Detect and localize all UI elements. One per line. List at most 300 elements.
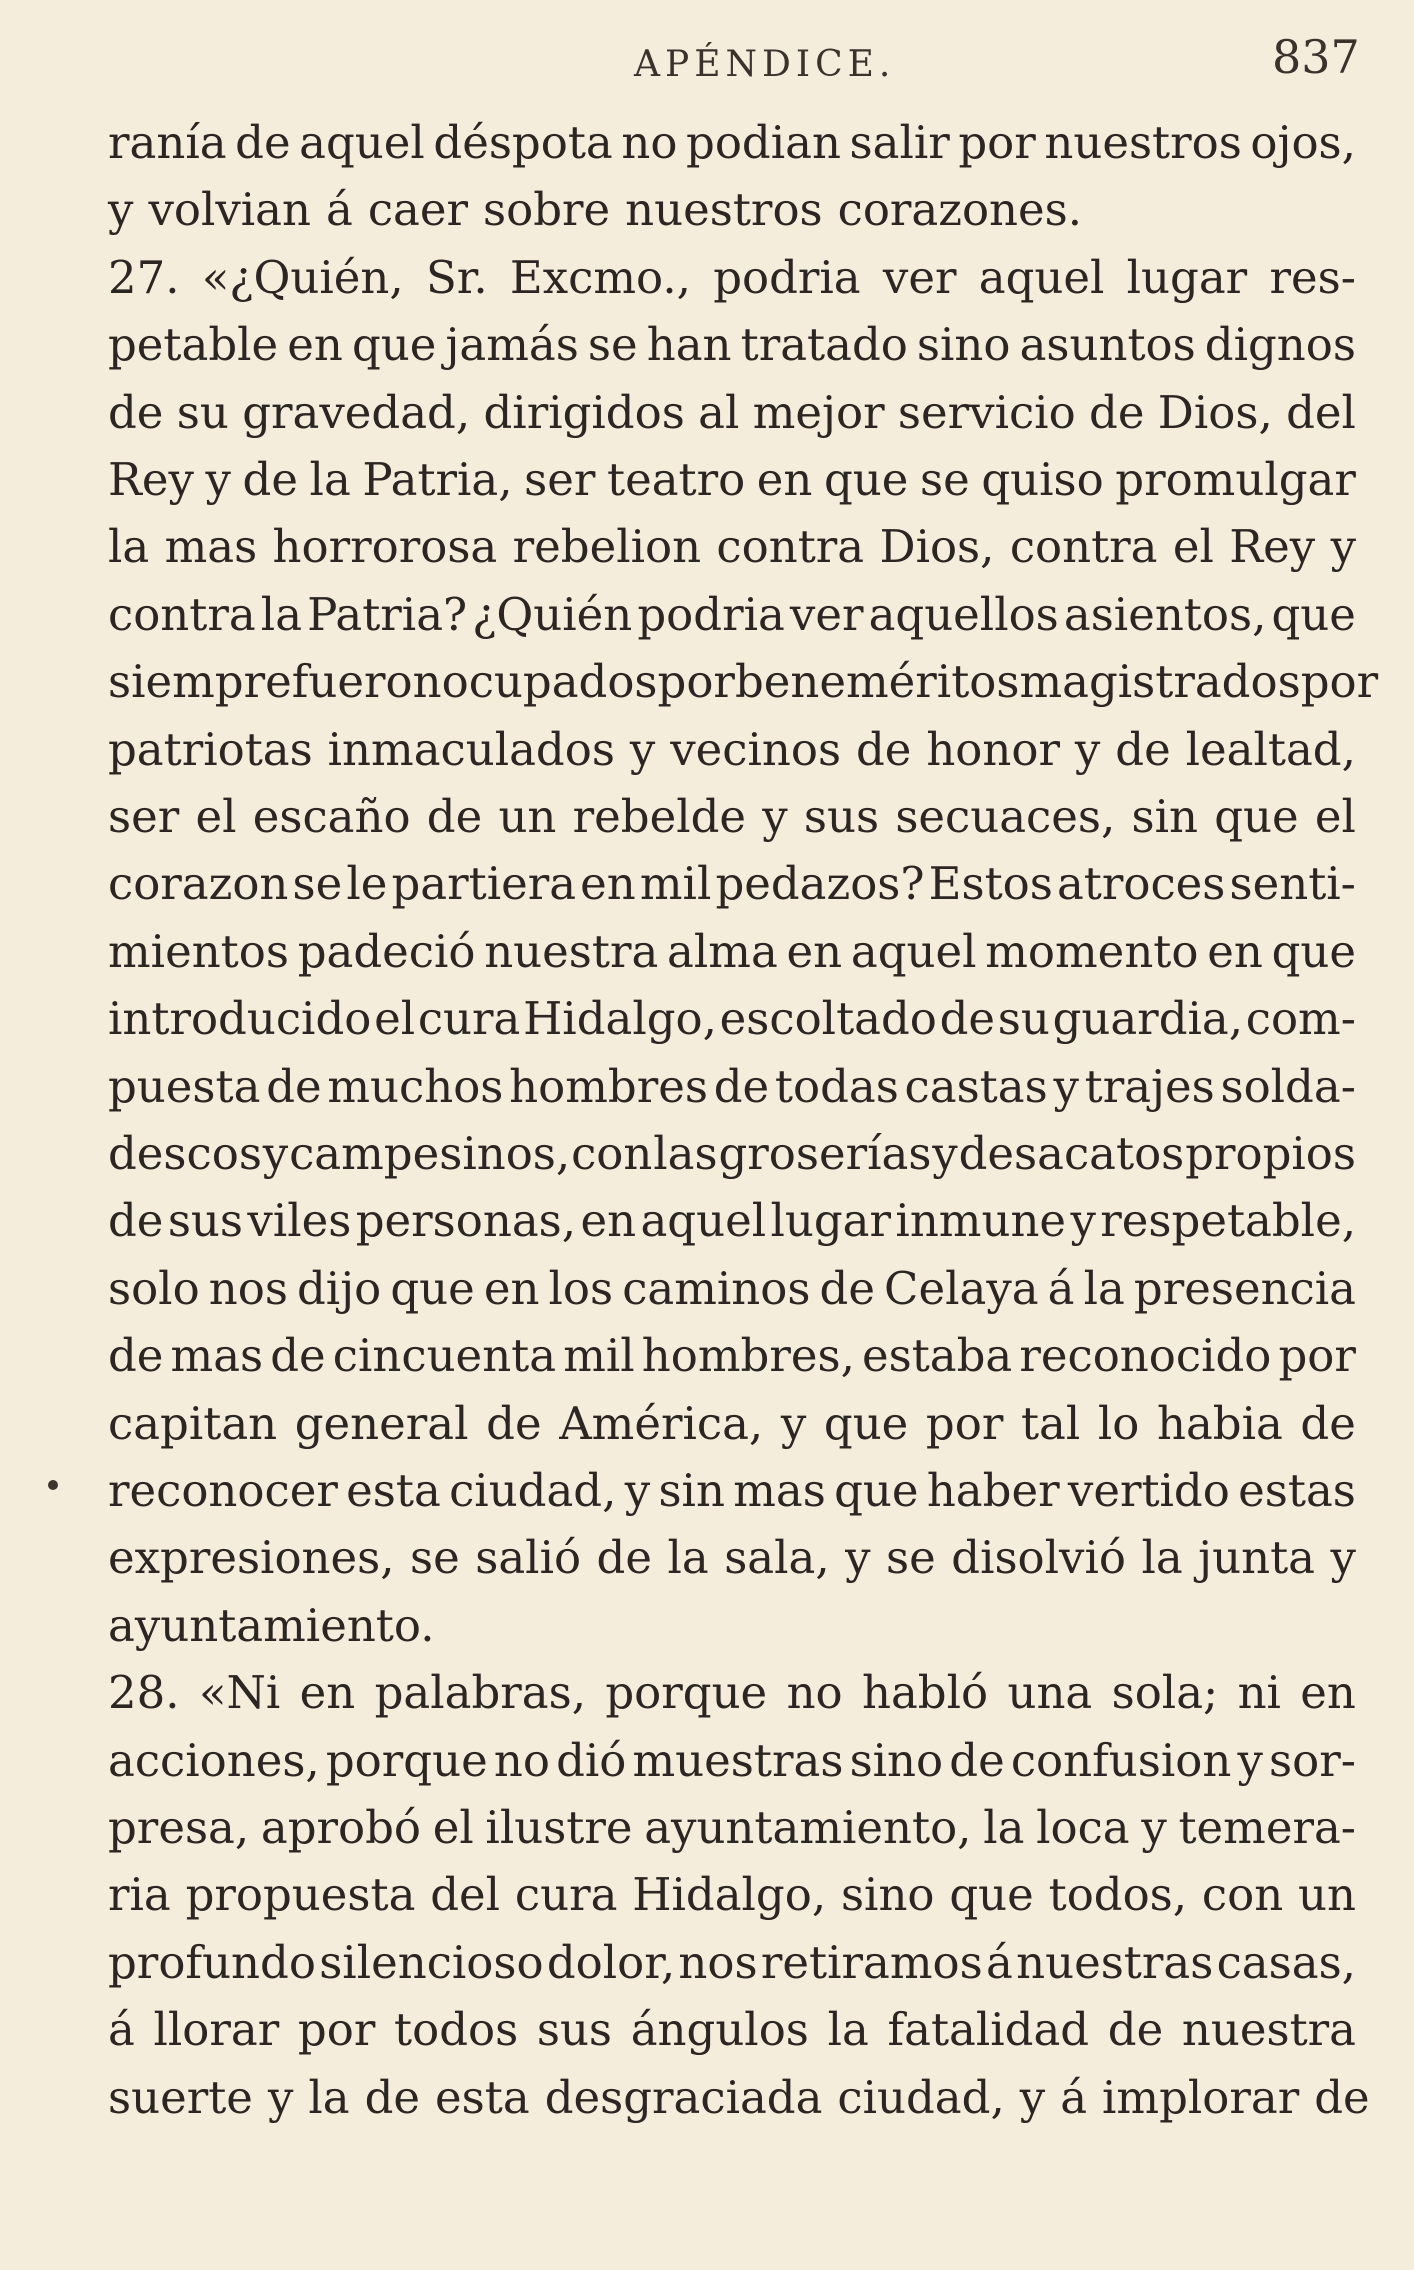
word: sola;: [1111, 1666, 1219, 1719]
word: en: [756, 453, 813, 506]
word: ni: [1237, 1666, 1281, 1719]
word: ilustre: [485, 1801, 633, 1854]
word: ayuntamiento,: [644, 1801, 972, 1854]
word: sino: [840, 1868, 935, 1921]
word: nos: [678, 1936, 758, 1989]
word: no: [621, 116, 678, 169]
text-line: [108, 1055, 1356, 1119]
word: que: [1271, 925, 1356, 978]
word: introducido: [108, 992, 372, 1045]
word: quiso: [981, 453, 1104, 506]
word: de: [713, 1060, 770, 1113]
text-line: [108, 852, 1356, 916]
word: de: [1300, 1397, 1356, 1450]
word: ser: [108, 790, 180, 843]
word: de: [1107, 2003, 1164, 2056]
word: desgraciada: [544, 2071, 823, 2124]
word: sus: [536, 2003, 613, 2056]
word: y: [1237, 1734, 1263, 1787]
text-line: [108, 1796, 1356, 1860]
word: confusion: [1010, 1734, 1232, 1787]
word: magistrados: [1019, 655, 1301, 708]
word: mil: [639, 857, 712, 910]
text-line: [108, 785, 1356, 849]
text-line: [108, 1189, 1356, 1253]
word: nuestros: [1044, 116, 1242, 169]
word: propuesta: [185, 1868, 416, 1921]
word: y: [1053, 1060, 1079, 1113]
word: desacatos: [958, 1127, 1185, 1180]
word: mil: [563, 1329, 635, 1382]
word: tratado: [740, 318, 908, 371]
text-line: [108, 1324, 1356, 1388]
word: descos: [108, 1127, 262, 1180]
word: «¿Quién,: [201, 251, 404, 304]
word: ver: [882, 251, 957, 304]
word: se: [587, 318, 638, 371]
word: de: [108, 1194, 164, 1247]
word: sus: [167, 1194, 243, 1247]
word: vertido: [1067, 1464, 1230, 1517]
word: partiera: [391, 857, 577, 910]
page-number: 837: [1272, 30, 1360, 84]
word: «Ni: [198, 1666, 281, 1719]
word: 28.: [108, 1666, 180, 1719]
word: y: [1141, 1801, 1167, 1854]
word: aquel: [640, 1194, 767, 1247]
word: aquel: [299, 116, 425, 169]
word: patriotas: [108, 723, 313, 776]
word: en: [287, 318, 343, 371]
word: porque: [605, 1666, 768, 1719]
word: en: [1300, 1666, 1356, 1719]
word: hombres,: [641, 1329, 855, 1382]
text-line: [108, 1257, 1356, 1321]
word: inmaculados: [327, 723, 615, 776]
word: petable: [108, 318, 279, 371]
word: fatalidad: [887, 2003, 1090, 2056]
word: solda-: [1220, 1060, 1356, 1113]
word: habia: [1156, 1397, 1283, 1450]
word: y: [1070, 1194, 1096, 1247]
running-header: APÉNDICE.: [634, 44, 896, 85]
word: el: [374, 992, 416, 1045]
text-line: [108, 246, 1356, 310]
word: contra: [1009, 520, 1158, 573]
word: en: [580, 857, 636, 910]
word: y: [1074, 723, 1101, 776]
word: ver: [789, 588, 864, 641]
word: se: [410, 1531, 460, 1584]
word: muchos: [327, 1060, 504, 1113]
word: su: [176, 386, 229, 439]
word: profundo: [108, 1936, 316, 1989]
word: corazon: [108, 857, 289, 910]
word: ángulos: [630, 2003, 809, 2056]
word: aquellos: [868, 588, 1059, 641]
word: con: [571, 1127, 653, 1180]
word: de: [1314, 2071, 1370, 2124]
word: una: [1007, 1666, 1093, 1719]
word: y: [762, 790, 788, 843]
word: Rey: [108, 453, 194, 506]
word: expresiones,: [108, 1531, 395, 1584]
word: mas: [170, 1329, 264, 1382]
word: alma: [667, 925, 778, 978]
word: jamás: [445, 318, 579, 371]
text-line: [108, 1931, 1356, 1995]
word: acciones,: [108, 1734, 320, 1787]
word: salir: [849, 116, 950, 169]
word: nos: [208, 1262, 288, 1315]
word: la: [108, 520, 150, 573]
word: mientos: [108, 925, 289, 978]
word: por: [958, 116, 1036, 169]
word: silencioso: [319, 1936, 544, 1989]
word: por: [297, 2003, 376, 2056]
word: del: [1286, 386, 1356, 439]
word: reconocer: [108, 1464, 338, 1517]
word: con: [1201, 1868, 1284, 1921]
word: el: [195, 790, 237, 843]
word: cincuenta: [332, 1329, 557, 1382]
word: asientos,: [1063, 588, 1267, 641]
word: por: [657, 655, 735, 708]
word: contra: [108, 588, 256, 641]
word: de: [426, 790, 483, 843]
word: castas: [904, 1060, 1048, 1113]
word: no: [493, 1734, 550, 1787]
word: ria: [108, 1868, 171, 1921]
word: caminos: [622, 1262, 811, 1315]
word: implorar: [1102, 2071, 1300, 2124]
word: beneméritos: [734, 655, 1020, 708]
word: trajes: [1084, 1060, 1215, 1113]
word: la: [260, 588, 303, 641]
word: haber: [926, 1464, 1060, 1517]
word: los: [548, 1262, 614, 1315]
word: Patria?: [307, 588, 468, 641]
word: y: [267, 2071, 294, 2124]
word: que: [824, 453, 909, 506]
word: la: [667, 1531, 709, 1584]
word: en: [580, 1194, 637, 1247]
word: en: [299, 1666, 356, 1719]
word: fueron: [291, 655, 442, 708]
word: el: [1172, 520, 1214, 573]
word: y: [780, 1397, 807, 1450]
text-line: [108, 1526, 1356, 1590]
word: mas: [164, 520, 258, 573]
word: esta: [435, 2071, 530, 2124]
word: se: [886, 1531, 936, 1584]
word: de: [235, 116, 291, 169]
word: casas,: [1216, 1936, 1356, 1989]
word: las: [653, 1127, 718, 1180]
word: la: [309, 453, 351, 506]
word: á: [985, 1936, 1013, 1989]
text-line: [108, 515, 1356, 579]
word: sin: [658, 1464, 725, 1517]
word: corazones.: [837, 183, 1083, 236]
word: rebelde: [572, 790, 747, 843]
word: que: [351, 318, 437, 371]
word: que: [1271, 588, 1356, 641]
text-line: [108, 987, 1356, 1051]
word: todos: [394, 2003, 519, 2056]
word: del: [430, 1868, 501, 1921]
word: pedazos?: [715, 857, 925, 910]
text-line: [108, 650, 1379, 714]
word: á: [1060, 2071, 1088, 2124]
word: la: [308, 2071, 350, 2124]
word: todas: [774, 1060, 899, 1113]
word: secuaces,: [895, 790, 1116, 843]
word: y: [1330, 520, 1356, 573]
word: lugar: [1126, 251, 1248, 304]
word: por: [925, 1397, 1004, 1450]
word: y: [624, 1464, 651, 1517]
word: dirigidos: [483, 386, 685, 439]
word: llorar: [153, 2003, 280, 2056]
word: salió: [475, 1531, 582, 1584]
word: temera-: [1178, 1801, 1356, 1854]
word: de: [939, 992, 996, 1045]
word: ciudad,: [449, 1464, 617, 1517]
text-line: [108, 178, 1356, 242]
word: hombres: [509, 1060, 708, 1113]
word: suerte: [108, 2071, 253, 2124]
word: esta: [346, 1464, 441, 1517]
word: contra: [716, 520, 865, 573]
word: 27.: [108, 251, 180, 304]
text-line: [108, 1863, 1356, 1927]
word: ojos,: [1250, 116, 1356, 169]
word: de: [949, 1734, 1005, 1787]
word: y: [1330, 1531, 1356, 1584]
word: volvian: [148, 183, 311, 236]
word: la: [827, 2003, 869, 2056]
word: Patria,: [362, 453, 513, 506]
word: junta: [1198, 1531, 1315, 1584]
word: campesinos,: [289, 1127, 571, 1180]
word: vecinos: [670, 723, 842, 776]
word: Dios,: [879, 520, 995, 573]
word: no: [786, 1666, 843, 1719]
word: que: [834, 1464, 919, 1517]
word: promulgar: [1115, 453, 1356, 506]
word: y: [262, 1127, 289, 1180]
word: de: [819, 1262, 875, 1315]
word: el: [1314, 790, 1356, 843]
word: Excmo.,: [509, 251, 691, 304]
word: reconocido: [1019, 1329, 1272, 1382]
word: y: [1019, 2071, 1046, 2124]
word: disolvió: [951, 1531, 1126, 1584]
word: respetable,: [1100, 1194, 1356, 1247]
word: América,: [559, 1397, 764, 1450]
word: sino: [916, 318, 1011, 371]
word: habló: [862, 1666, 989, 1719]
word: presa,: [108, 1801, 250, 1854]
word: com-: [1245, 992, 1356, 1045]
word: de: [1115, 723, 1171, 776]
word: de: [364, 2071, 421, 2124]
text-line: [108, 1594, 1356, 1658]
word: á: [108, 2003, 135, 2056]
word: capitan: [108, 1397, 278, 1450]
word: escaño: [252, 790, 411, 843]
word: aprobó: [260, 1801, 422, 1854]
word: en: [1207, 925, 1263, 978]
word: ocupados: [441, 655, 658, 708]
word: sus: [803, 790, 880, 843]
word: el: [432, 1801, 474, 1854]
word: podria: [713, 251, 861, 304]
text-line: [108, 1998, 1356, 2062]
word: Hidalgo,: [523, 992, 717, 1045]
word: mejor: [752, 386, 885, 439]
word: sobre: [483, 183, 611, 236]
word: de: [486, 1397, 542, 1450]
text-line: [108, 2066, 1370, 2130]
word: momento: [985, 925, 1199, 978]
word: nuestra: [1181, 2003, 1356, 2056]
word: un: [498, 790, 557, 843]
word: cura: [417, 992, 521, 1045]
word: sino: [849, 1734, 944, 1787]
word: de: [108, 386, 164, 439]
word: caer: [367, 183, 469, 236]
word: de: [266, 1060, 322, 1113]
word: lugar: [770, 1194, 892, 1247]
word: y: [108, 183, 134, 236]
word: de: [855, 723, 912, 776]
word: loca: [1036, 1801, 1130, 1854]
word: nuestras: [1016, 1936, 1214, 1989]
word: en: [786, 925, 843, 978]
word: rebelion: [512, 520, 702, 573]
word: de: [596, 1531, 652, 1584]
word: y: [205, 453, 231, 506]
word: siempre: [108, 655, 292, 708]
text-line: [108, 920, 1356, 984]
word: guardia,: [1052, 992, 1244, 1045]
word: que: [823, 1397, 909, 1450]
text-line: [108, 1392, 1356, 1456]
word: dió: [556, 1734, 627, 1787]
word: de: [270, 1329, 326, 1382]
word: porque: [325, 1734, 488, 1787]
word: lo: [1097, 1397, 1140, 1450]
word: y: [932, 1127, 958, 1180]
word: inmune: [895, 1194, 1067, 1247]
word: viles: [247, 1194, 352, 1247]
word: se: [292, 857, 343, 910]
word: por: [1278, 1329, 1356, 1382]
word: la: [983, 1801, 1025, 1854]
word: su: [997, 992, 1050, 1045]
word: y: [845, 1531, 871, 1584]
word: gravedad,: [242, 386, 471, 439]
text-line: [108, 381, 1356, 445]
word: déspota: [433, 116, 613, 169]
word: que: [390, 1262, 475, 1315]
word: Sr.: [425, 251, 488, 304]
word: podian: [686, 116, 841, 169]
word: honor: [926, 723, 1060, 776]
word: estas: [1238, 1464, 1356, 1517]
word: nuestra: [484, 925, 659, 978]
word: ayuntamiento.: [108, 1599, 435, 1652]
word: asuntos: [1019, 318, 1196, 371]
word: dolor,: [546, 1936, 676, 1989]
word: estaba: [861, 1329, 1013, 1382]
word: mas: [733, 1464, 826, 1517]
word: la: [1083, 1262, 1125, 1315]
text-line: [108, 583, 1356, 647]
word: se: [920, 453, 970, 506]
word: le: [346, 857, 388, 910]
word: por: [1300, 655, 1379, 708]
word: podria: [637, 588, 785, 641]
word: nuestros: [625, 183, 823, 236]
text-line: [108, 313, 1356, 377]
word: cura: [514, 1868, 618, 1921]
text-line: [108, 111, 1356, 175]
text-line: [108, 1122, 1356, 1186]
word: sin: [1131, 790, 1198, 843]
word: dignos: [1204, 318, 1356, 371]
word: ciudad,: [837, 2071, 1005, 2124]
word: horrorosa: [272, 520, 498, 573]
word: á: [325, 183, 353, 236]
text-line: [108, 1729, 1356, 1793]
text-line: [108, 718, 1356, 782]
word: tal: [1020, 1397, 1081, 1450]
word: dijo: [297, 1262, 382, 1315]
word: que: [949, 1868, 1034, 1921]
word: al: [698, 386, 740, 439]
word: sor-: [1269, 1734, 1356, 1787]
word: padeció: [297, 925, 476, 978]
word: solo: [108, 1262, 200, 1315]
word: aquel: [850, 925, 977, 978]
word: en: [483, 1262, 540, 1315]
word: á: [1047, 1262, 1075, 1315]
word: lealtad,: [1185, 723, 1356, 776]
word: de: [108, 1329, 164, 1382]
word: servicio: [897, 386, 1076, 439]
word: general: [294, 1397, 469, 1450]
word: Dios,: [1157, 386, 1273, 439]
word: que: [1214, 790, 1299, 843]
text-line: [108, 448, 1356, 512]
word: un: [1298, 1868, 1356, 1921]
word: Celaya: [884, 1262, 1039, 1315]
word: de: [1089, 386, 1145, 439]
word: groserías: [718, 1127, 932, 1180]
text-line: [108, 1459, 1356, 1523]
word: de: [242, 453, 298, 506]
word: ranía: [108, 116, 227, 169]
word: atroces: [1056, 857, 1226, 910]
word: y: [629, 723, 656, 776]
word: aquel: [978, 251, 1105, 304]
word: personas,: [355, 1194, 577, 1247]
word: retiramos: [760, 1936, 983, 1989]
word: teatro: [606, 453, 746, 506]
